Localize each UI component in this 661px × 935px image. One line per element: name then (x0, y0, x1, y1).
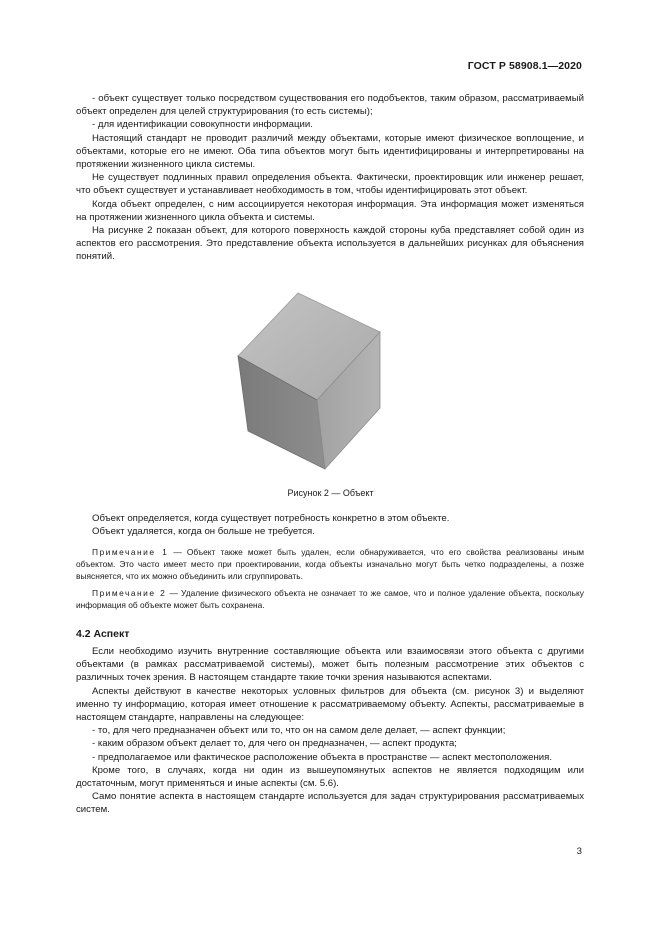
paragraph: Объект удаляется, когда он больше не требуется. (92, 526, 315, 538)
paragraph: - для идентификации совокупности информации. (92, 119, 313, 131)
object-lifecycle-text (76, 512, 584, 538)
paragraph: На рисунке 2 показан объект, для которого поверхность каждой стороны куба представляет собой один из аспектов его рассмотрения. Это представление объекта используется в дальнейших рисунках для объяснения понятий. (76, 225, 584, 263)
paragraph: Настоящий стандарт не проводит различий между объектами, которые имеют физическое воплощение, и объектами, которые его не имеют. Оба типа объектов могут быть идентифицированы и интерпретированы на протяжении жизненного цикла системы. (76, 132, 584, 171)
paragraph: Объект определяется, когда существует потребность конкретно в этом объекте. (92, 513, 450, 524)
section-heading: 4.2 Аспект (76, 628, 130, 640)
page-number: 3 (576, 846, 582, 857)
list-item: - каким образом объект делает то, для чего он предназначен, — аспект продукта; (92, 738, 457, 750)
cube-icon (234, 288, 384, 473)
cube-illustration (234, 288, 384, 473)
paragraph: - объект существует только посредством существования его подобъектов, таким образом, рассматриваемый объект определен для целей структурирования (то есть системы); (76, 93, 584, 118)
note-label: Примечание 2 (92, 588, 167, 598)
section-text (76, 645, 584, 817)
note-label: Примечание 1 (92, 547, 169, 557)
figure-caption: Рисунок 2 — Объект (287, 488, 374, 498)
paragraph: Аспекты действуют в качестве некоторых условных фильтров для объекта (см. рисунок 3) и выделяют именно ту информацию, которая имеет отношение к рассматриваемому объекту. Аспекты, рассматриваемые в настоящем стандарте, направлены на следующее: (76, 685, 584, 724)
paragraph: Кроме того, в случаях, когда ни один из вышеупомянутых аспектов не является подходящим или достаточным, могут применяться и иные аспекты (см. 5.6). (76, 764, 584, 790)
paragraph: Когда объект определен, с ним ассоциируется некоторая информация. Эта информация может изменяться на протяжении жизненного цикла объекта и системы. (76, 198, 584, 223)
note-text: — Объект также может быть удален, если обнаруживается, что его свойства реализованы иным объектом. Это часто имеет место при проектировании, когда объекты изначально могут быть четко подразделены, а позже выясняется, что их можно объединить или сгруппировать. (76, 547, 584, 581)
paragraph: Если необходимо изучить внутренние составляющие объекта или взаимосвязи этого объекта с другими объектами (в рамках рассматриваемой системы), может быть полезным рассмотрение этих объектов с различных точек зрения. В настоящем стандарте такие точки зрения называются аспектами. (76, 646, 584, 684)
note-2 (76, 587, 584, 611)
document-header: ГОСТ Р 58908.1—2020 (467, 60, 582, 72)
list-item: - предполагаемое или фактическое расположение объекта в пространстве — аспект местоположения. (92, 751, 552, 763)
paragraph: Не существует подлинных правил определения объекта. Фактически, проектировщик или инженер решает, что объект существует и устанавливает необходимость в том, чтобы идентифицировать этот объект. (76, 172, 584, 197)
note-text: — Удаление физического объекта не означает то же самое, что и полное удаление объекта, поскольку информация об объекте может быть сохранена. (76, 588, 584, 610)
list-item: - то, для чего предназначен объект или то, что он на самом деле делает, — аспект функции; (92, 725, 506, 737)
note-1 (76, 546, 584, 582)
paragraph: Само понятие аспекта в настоящем стандарте используется для задач структурирования рассматриваемых систем. (76, 791, 584, 816)
intro-text (76, 92, 584, 264)
